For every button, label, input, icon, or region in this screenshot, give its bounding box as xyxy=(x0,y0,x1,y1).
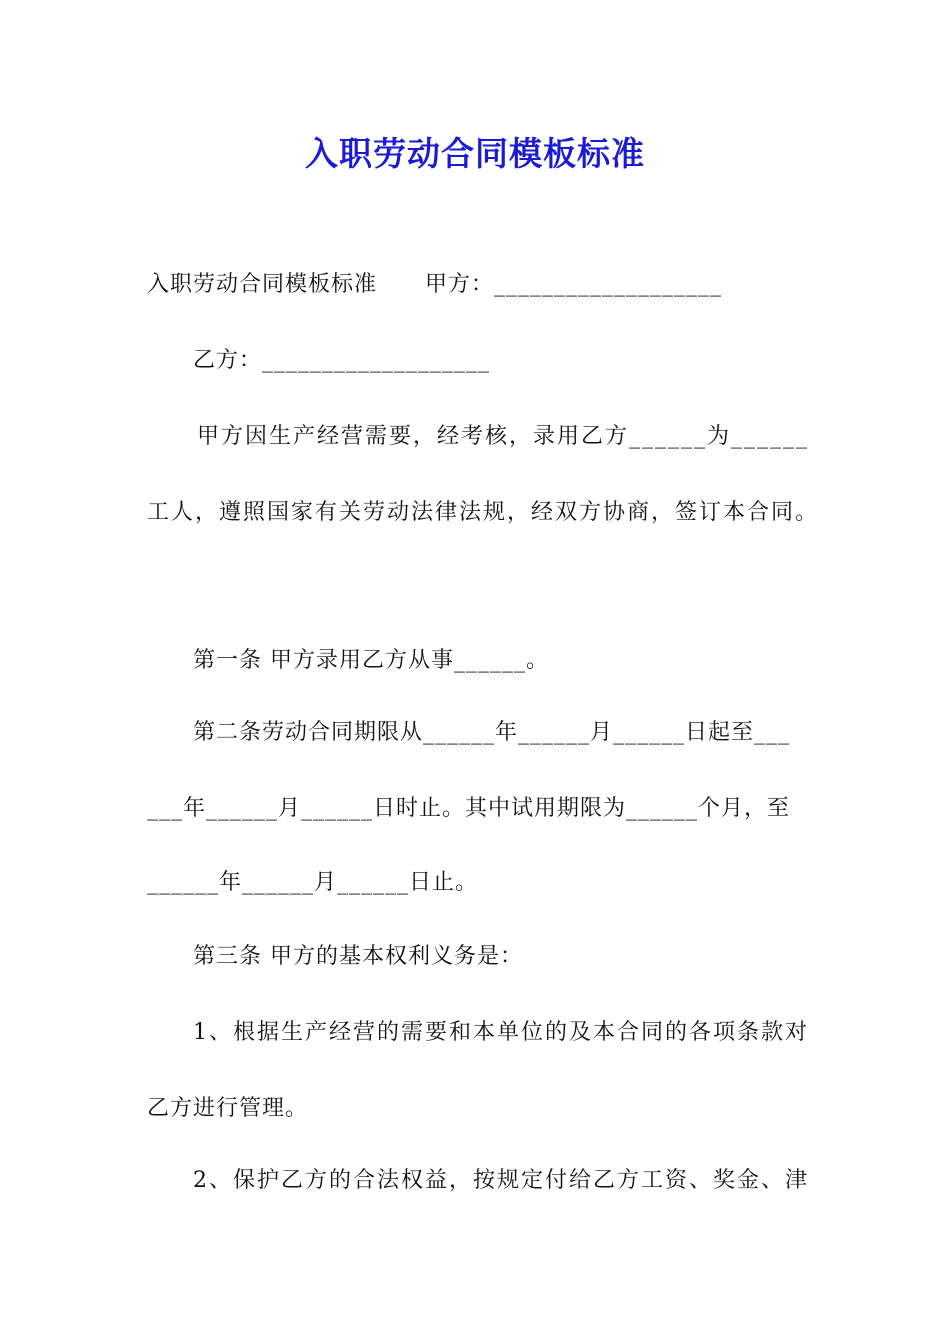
intro-line xyxy=(147,270,722,300)
article-2-cont: ______年______月______日止。 xyxy=(147,870,479,895)
document-title: 入职劳动合同模板标准 xyxy=(305,134,645,173)
article-3: 第三条 甲方的基本权利义务是： xyxy=(193,944,523,969)
intro-heading: 入职劳动合同模板标准 xyxy=(147,272,378,297)
article-2: 第二条劳动合同期限从______年______月______日起至___ xyxy=(193,720,791,745)
article-3-item-2: 2、保护乙方的合法权益，按规定付给乙方工资、奖金、津 xyxy=(193,1168,809,1193)
article-3-item-1-cont: 乙方进行管理。 xyxy=(147,1096,309,1121)
paragraph-line: 甲方因生产经营需要，经考核，录用乙方______为______ xyxy=(197,424,810,449)
article-2-cont: ___年______月______日时止。其中试用期限为______个月，至 xyxy=(147,796,791,821)
party-b-field: 乙方：___________________ xyxy=(193,348,491,373)
article-1: 第一条 甲方录用乙方从事______。 xyxy=(193,648,549,673)
paragraph-line: 工人，遵照国家有关劳动法律法规，经双方协商，签订本合同。 xyxy=(147,500,820,525)
party-a-field: 甲方：___________________ xyxy=(425,272,723,297)
article-3-item-1: 1、根据生产经营的需要和本单位的及本合同的各项条款对 xyxy=(193,1020,809,1045)
